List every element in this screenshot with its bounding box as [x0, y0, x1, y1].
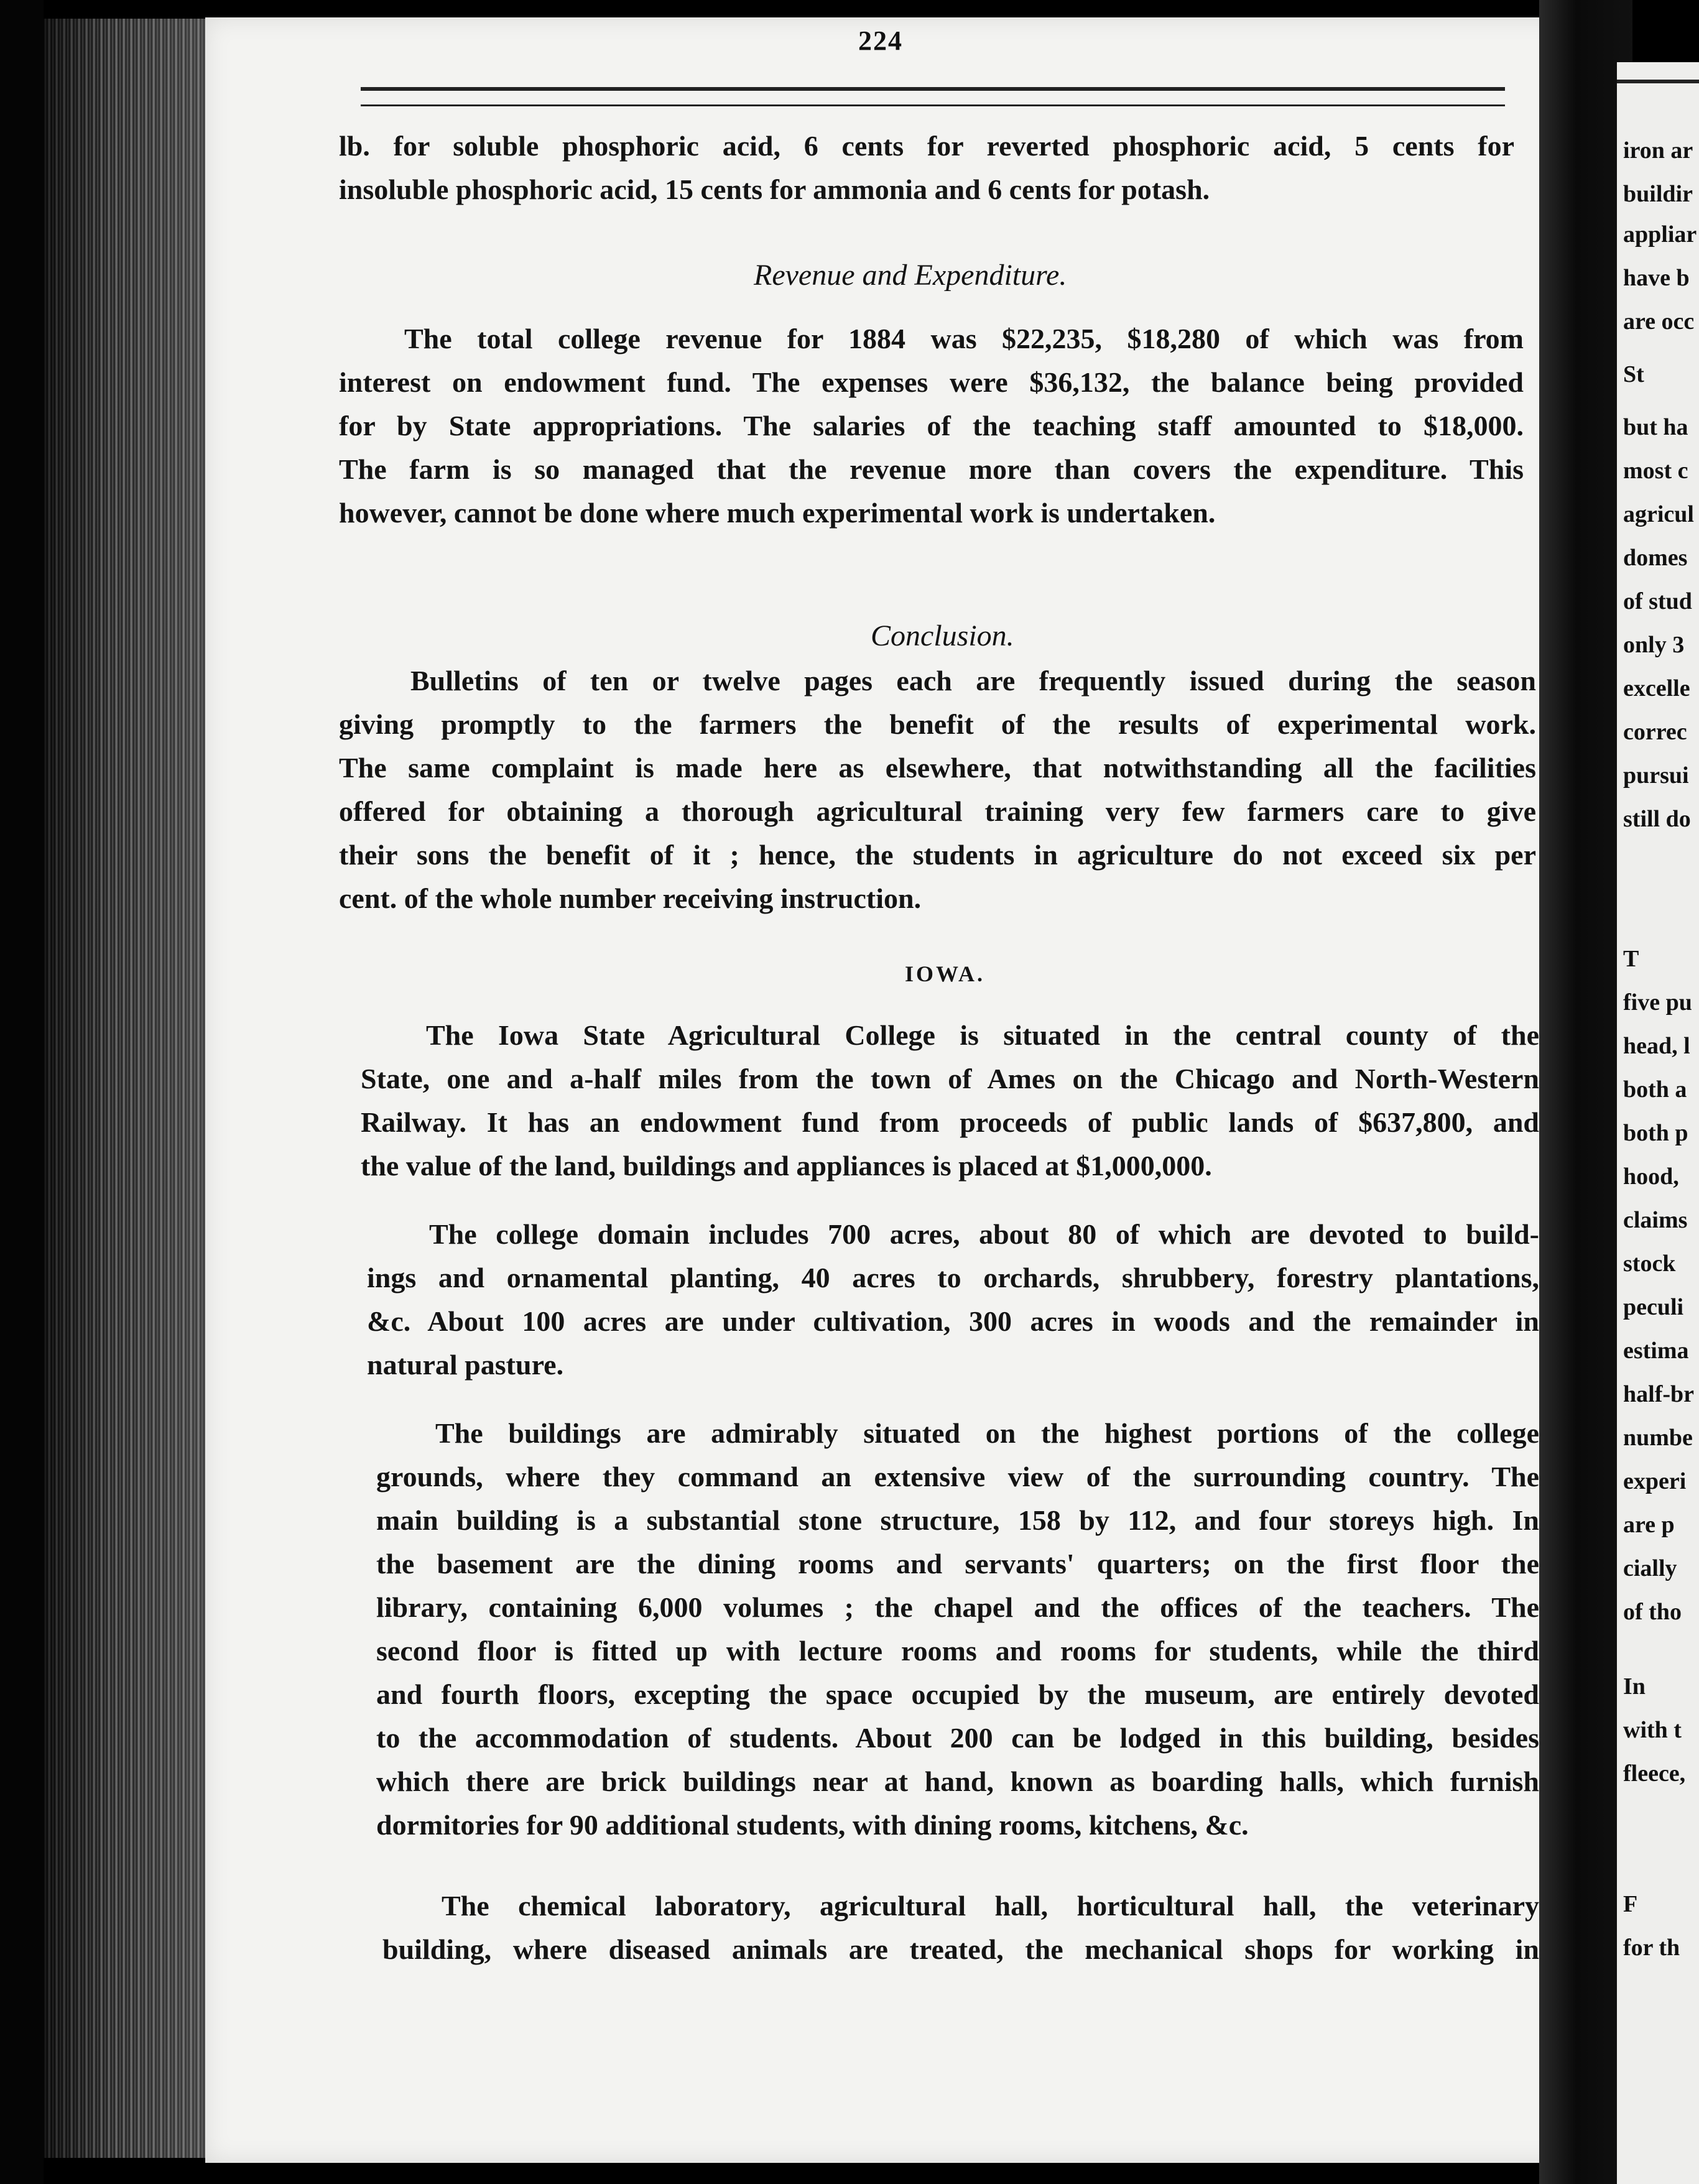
text-line: however, cannot be done where much experimental work is undertaken.: [339, 497, 1216, 529]
text-line: Railway. It has an endowment fund from proceeds of public lands of $637,800, and: [361, 1106, 1539, 1138]
facing-page-text-fragment: experi: [1623, 1468, 1687, 1494]
facing-page-text-fragment: numbe: [1623, 1425, 1693, 1451]
text-line: The chemical laboratory, agricultural hall, horticultural hall, the veterinary: [442, 1890, 1539, 1922]
facing-page-text-fragment: are p: [1623, 1512, 1675, 1538]
paragraph-buildings: [376, 1412, 1542, 1847]
text-line: building, where diseased animals are treated, the mechanical shops for working in: [382, 1933, 1539, 1965]
facing-page-text-fragment: appliar: [1623, 221, 1697, 248]
facing-page-text-fragment: only 3: [1623, 632, 1685, 658]
scan-border: [0, 0, 44, 2184]
facing-page-text-fragment: five pu: [1623, 989, 1692, 1016]
text-line: The Iowa State Agricultural College is situated in the central county of the: [426, 1019, 1539, 1051]
paragraph-college-domain: [367, 1213, 1542, 1387]
text-line: the basement are the dining rooms and servants' quarters; on the first floor the: [376, 1548, 1539, 1580]
facing-page-text-fragment: for th: [1623, 1935, 1680, 1961]
facing-page-text-fragment: both p: [1623, 1120, 1688, 1146]
text-line: cent. of the whole number receiving instruction.: [339, 882, 922, 914]
heading-conclusion: Conclusion.: [871, 619, 1014, 652]
facing-page-text-fragment: have b: [1623, 265, 1690, 291]
text-line: which there are brick buildings near at hand, known as boarding halls, which furnish: [376, 1765, 1539, 1797]
facing-page-text-fragment: still do: [1623, 806, 1691, 832]
facing-page-text-fragment: half-br: [1623, 1381, 1694, 1407]
header-rule-thick: [361, 87, 1505, 91]
facing-page-text-fragment: buildir: [1623, 181, 1693, 207]
heading-revenue: Revenue and Expenditure.: [754, 259, 1067, 292]
facing-page-text-fragment: cially: [1623, 1555, 1677, 1581]
text-line: grounds, where they command an extensive view of the surrounding country. The: [376, 1461, 1539, 1492]
text-line: library, containing 6,000 volumes ; the chapel and the offices of the teachers. The: [376, 1591, 1539, 1623]
text-line: main building is a substantial stone structure, 158 by 112, and four storeys high. In: [376, 1504, 1539, 1536]
text-line: offered for obtaining a thorough agricultural training very few farmers care to give: [339, 795, 1536, 827]
facing-page-text-fragment: claims: [1623, 1207, 1688, 1233]
facing-page-text-fragment: stock: [1623, 1251, 1676, 1277]
text-line: &c. About 100 acres are under cultivation, 300 acres in woods and the remainder in: [367, 1305, 1539, 1337]
facing-page-text-fragment: In: [1623, 1673, 1646, 1700]
paragraph-conclusion: [339, 659, 1542, 920]
facing-page-text-fragment: of tho: [1623, 1599, 1682, 1625]
facing-page-text-fragment: F: [1623, 1891, 1638, 1917]
facing-page: [1617, 62, 1699, 2184]
facing-page-text-fragment: pursui: [1623, 762, 1689, 789]
text-line: The total college revenue for 1884 was $22,235, $18,280 of which was from: [404, 323, 1524, 354]
facing-page-text-fragment: with t: [1623, 1717, 1682, 1743]
facing-page-text-fragment: St: [1623, 361, 1644, 387]
text-line: to the accommodation of students. About 200 can be lodged in this building, besides: [376, 1722, 1539, 1754]
header-rule-thin: [361, 104, 1505, 106]
facing-page-text-fragment: most c: [1623, 458, 1688, 484]
facing-page-text-fragment: but ha: [1623, 414, 1688, 440]
text-line: The farm is so managed that the revenue more than covers the expenditure. This: [339, 453, 1524, 485]
text-line: lb. for soluble phosphoric acid, 6 cents for reverted phosphoric acid, 5 cents for: [339, 130, 1514, 162]
text-line: for by State appropriations. The salaries of the teaching staff amounted to $18,000.: [339, 410, 1524, 442]
page-edges: [44, 19, 211, 2158]
text-line: dormitories for 90 additional students, with dining rooms, kitchens, &c.: [376, 1809, 1249, 1841]
facing-page-text-fragment: both a: [1623, 1076, 1687, 1103]
facing-page-text-fragment: iron ar: [1623, 137, 1693, 164]
facing-page-rule: [1617, 80, 1699, 83]
text-line: second floor is fitted up with lecture rooms and rooms for students, while the third: [376, 1635, 1539, 1667]
facing-page-text-fragment: domes: [1623, 545, 1688, 571]
text-line: natural pasture.: [367, 1349, 564, 1381]
paragraph-revenue: [339, 317, 1542, 535]
paragraph-laboratory: [382, 1884, 1542, 1971]
paragraph-phosphoric-prices: [339, 124, 1542, 211]
text-line: State, one and a-half miles from the town of Ames on the Chicago and North-Western: [361, 1063, 1539, 1094]
paragraph-iowa-intro: [361, 1014, 1542, 1188]
heading-iowa: IOWA.: [905, 961, 986, 986]
text-line: Bulletins of ten or twelve pages each are frequently issued during the season: [410, 665, 1536, 696]
facing-page-text-fragment: correc: [1623, 719, 1687, 745]
facing-page-text-fragment: are occ: [1623, 308, 1695, 335]
text-line: and fourth floors, excepting the space occupied by the museum, are entirely devoted: [376, 1678, 1539, 1710]
text-line: The college domain includes 700 acres, about 80 of which are devoted to build-: [429, 1218, 1539, 1250]
text-line: The buildings are admirably situated on the highest portions of the college: [435, 1417, 1539, 1449]
text-line: giving promptly to the farmers the benefit of the results of experimental work.: [339, 708, 1536, 740]
text-line: interest on endowment fund. The expenses were $36,132, the balance being provided: [339, 366, 1524, 398]
facing-page-text-fragment: T: [1623, 946, 1639, 972]
facing-page-text-fragment: estima: [1623, 1338, 1689, 1364]
text-line: The same complaint is made here as elsewhere, that notwithstanding all the facilities: [339, 752, 1536, 784]
facing-page-text-fragment: excelle: [1623, 675, 1690, 701]
text-line: the value of the land, buildings and appliances is placed at $1,000,000.: [361, 1150, 1212, 1182]
page-number: 224: [858, 25, 903, 56]
text-line: ings and ornamental planting, 40 acres to orchards, shrubbery, forestry plantations,: [367, 1262, 1539, 1293]
facing-page-text-fragment: head, l: [1623, 1033, 1690, 1059]
facing-page-text-fragment: hood,: [1623, 1164, 1679, 1190]
facing-page-text-fragment: fleece,: [1623, 1761, 1686, 1787]
facing-page-text-fragment: agricul: [1623, 501, 1694, 527]
facing-page-text-fragment: of stud: [1623, 588, 1692, 614]
text-line: their sons the benefit of it ; hence, the students in agriculture do not exceed six per: [339, 839, 1536, 871]
facing-page-text-fragment: peculi: [1623, 1294, 1684, 1320]
text-line: insoluble phosphoric acid, 15 cents for ammonia and 6 cents for potash.: [339, 174, 1210, 205]
